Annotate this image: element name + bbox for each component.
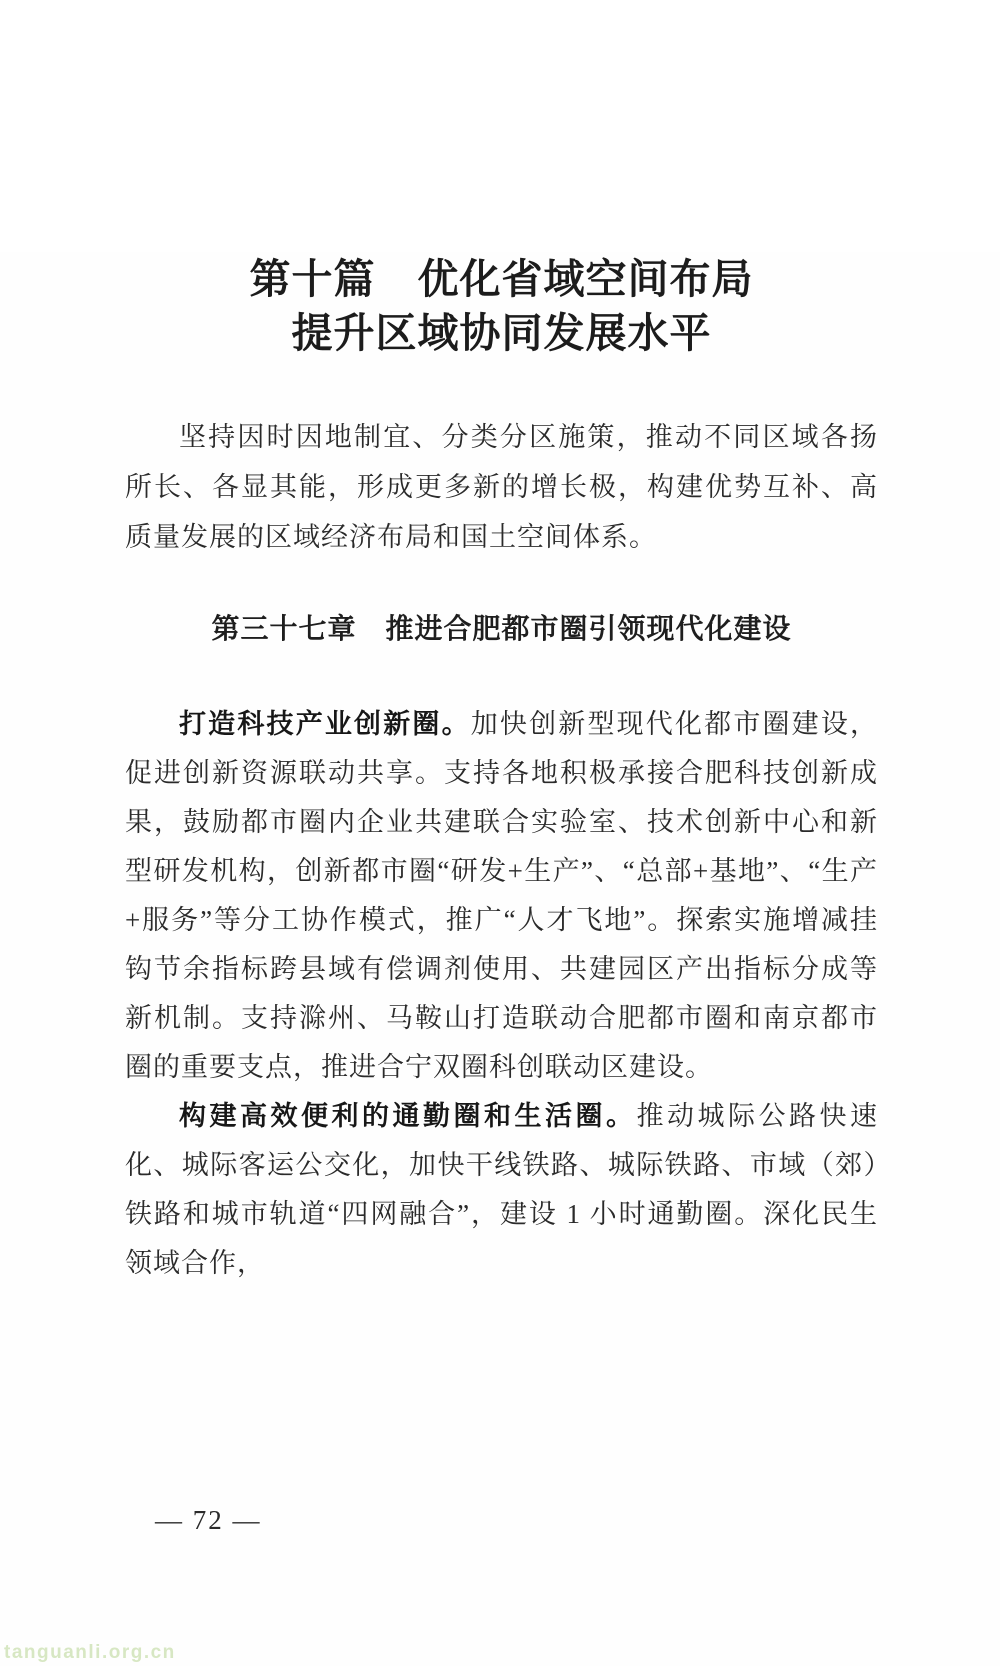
paragraph-1-lead: 打造科技产业创新圈。 bbox=[179, 709, 471, 739]
paragraph-science-innovation-circle bbox=[125, 700, 878, 1092]
document-page bbox=[0, 252, 1000, 1666]
chapter-heading: 第三十七章 推进合肥都市圈引领现代化建设 bbox=[211, 613, 792, 644]
part-title-line1: 第十篇 优化省域空间布局 bbox=[249, 256, 754, 302]
paragraph-commuter-life-circle bbox=[125, 1092, 878, 1288]
paragraph-2-lead: 构建高效便利的通勤圈和生活圈。 bbox=[179, 1101, 637, 1131]
intro-paragraph: 坚持因时因地制宜、分类分区施策，推动不同区域各扬所长、各显其能，形成更多新的增长极，构建优势互补、高质量发展的区域经济布局和国土空间体系。 bbox=[125, 422, 878, 552]
page-number: — 72 — bbox=[155, 1505, 262, 1535]
paragraph-2-body: 推动城际公路快速化、城际客运公交化，加快干线铁路、城际铁路、市域（郊）铁路和城市轨道“四网融合”，建设 1 小时通勤圈。深化民生领域合作， bbox=[125, 1101, 878, 1278]
paragraph-1-body: 加快创新型现代化都市圈建设，促进创新资源联动共享。支持各地积极承接合肥科技创新成果，鼓励都市圈内企业共建联合实验室、技术创新中心和新型研发机构，创新都市圈“研发+生产”、“总部+基地”、“生产+服务”等分工协作模式，推广“人才飞地”。探索实施增减挂钩节余指标跨县域有偿调剂使用、共建园区产出指标分成等新机制。支持滁州、马鞍山打造联动合肥都市圈和南京都市圈的重要支点，推进合宁双圈科创联动区建设。 bbox=[125, 709, 879, 1082]
watermark: tanguanli.org.cn bbox=[4, 1642, 176, 1663]
part-title-line2: 提升区域协同发展水平 bbox=[291, 310, 712, 356]
part-title bbox=[125, 252, 878, 360]
page-content bbox=[125, 252, 878, 1288]
